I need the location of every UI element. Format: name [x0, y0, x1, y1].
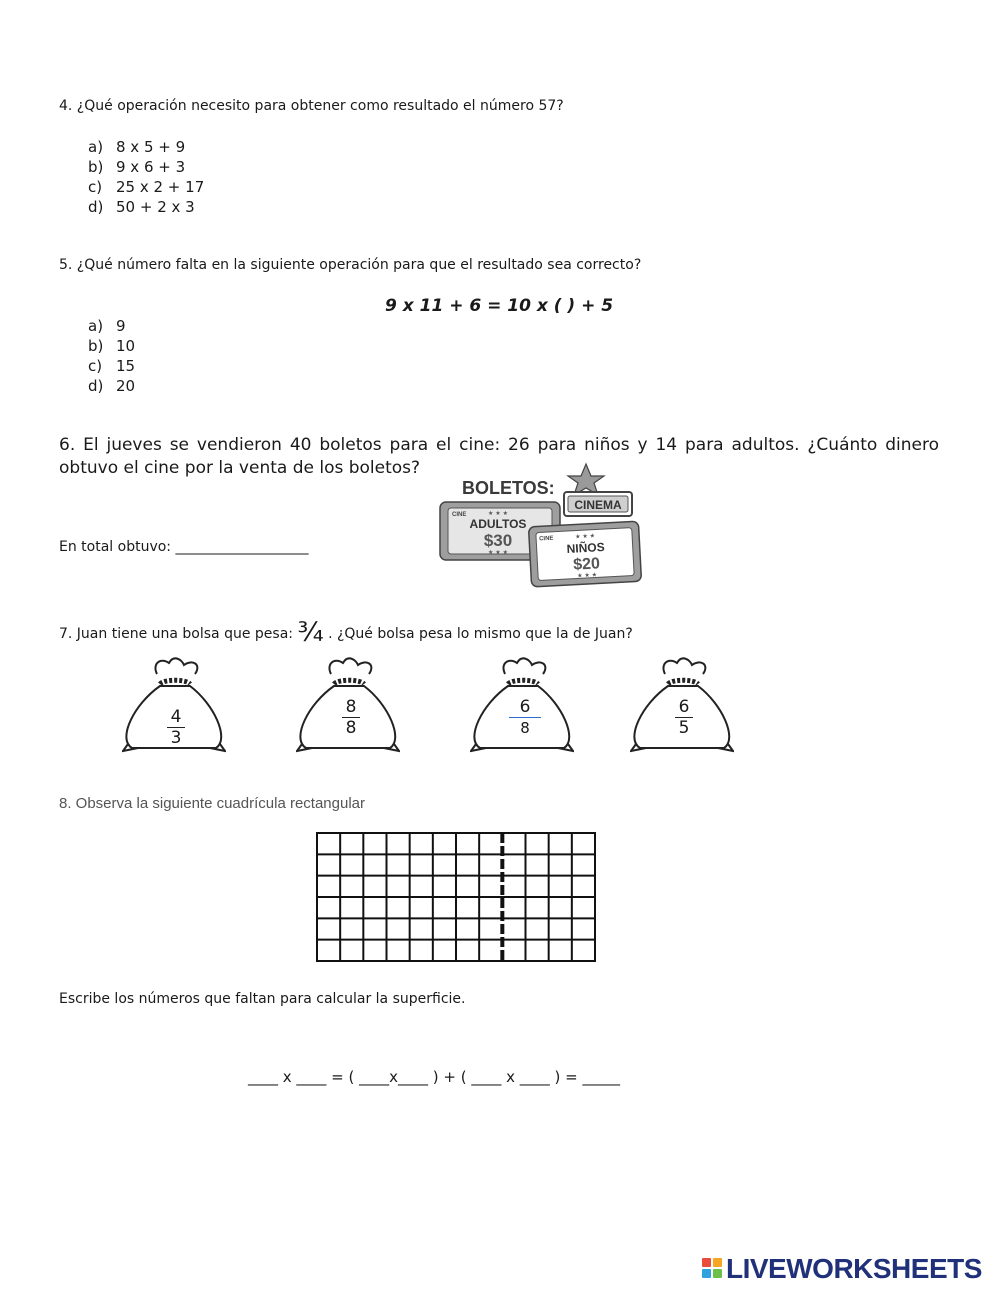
question-7-suffix: . ¿Qué bolsa pesa lo mismo que la de Juan? — [328, 626, 633, 642]
question-8-text: 8. Observa la siguiente cuadrícula rectangular — [59, 795, 366, 812]
child-ticket-stars-bottom: ★ ★ ★ — [576, 571, 598, 580]
q4-option-c[interactable]: c) 25 x 2 + 17 — [88, 178, 205, 196]
q6-answer-field[interactable]: En total obtuvo: ___________________ — [59, 539, 309, 555]
liveworksheets-logo-icon — [700, 1252, 726, 1286]
adult-ticket-stars-bottom: ★ ★ ★ — [488, 549, 508, 556]
child-ticket-brand: CINE — [539, 535, 554, 543]
question-5-text: 5. ¿Qué número falta en la siguiente operación para que el resultado sea correcto? — [59, 257, 642, 273]
adult-ticket-brand: CINE — [452, 512, 467, 518]
adult-ticket-label: ADULTOS — [469, 517, 527, 531]
question-7-line — [59, 614, 633, 648]
cinema-sign: CINEMA — [574, 498, 622, 512]
q4-option-d[interactable]: d) 50 + 2 x 3 — [88, 198, 195, 216]
bag-4-fraction: 6 5 — [669, 697, 699, 738]
question-7-fraction: ¾ — [297, 617, 324, 648]
question-6-text: 6. El jueves se vendieron 40 boletos para el cine: 26 para niños y 14 para adultos. ¿Cuánto dinero obtuvo el cine por la venta de los boletos? — [59, 435, 939, 478]
q5-option-c[interactable]: c) 15 — [88, 357, 136, 375]
question-5-equation: 9 x 11 + 6 = 10 x ( ) + 5 — [385, 296, 614, 316]
tickets-header: BOLETOS: — [462, 478, 555, 498]
bag-2-fraction: 8 8 — [336, 697, 366, 738]
q8-instruction: Escribe los números que faltan para calcular la superficie. — [59, 991, 466, 1007]
q4-option-b[interactable]: b) 9 x 6 + 3 — [88, 158, 186, 176]
q5-option-b[interactable]: b) 10 — [88, 337, 136, 355]
question-7-prefix: 7. Juan tiene una bolsa que pesa: — [59, 626, 293, 642]
adult-ticket-price: $30 — [483, 531, 513, 550]
q8-formula-answer[interactable]: ____ x ____ = ( ____x____ ) + ( ____ x ____ ) = _____ — [248, 1068, 620, 1086]
q5-option-a[interactable]: a) 9 — [88, 317, 126, 335]
bag-1-fraction: 4 3 — [161, 707, 191, 748]
q5-option-d[interactable]: d) 20 — [88, 377, 136, 395]
question-4-text: 4. ¿Qué operación necesito para obtener como resultado el número 57? — [59, 98, 564, 114]
rectangular-grid — [315, 831, 597, 963]
q4-option-a[interactable]: a) 8 x 5 + 9 — [88, 138, 186, 156]
child-ticket-label: NIÑOS — [566, 540, 606, 556]
child-ticket-price: $20 — [572, 555, 601, 574]
bag-3-fraction: 6 8 — [509, 697, 541, 738]
child-ticket-stars-top: ★ ★ ★ — [574, 532, 596, 541]
adult-ticket-stars-top: ★ ★ ★ — [488, 510, 508, 517]
liveworksheets-logo-text: LIVEWORKSHEETS — [726, 1253, 982, 1284]
cinema-tickets-illustration — [436, 462, 646, 592]
